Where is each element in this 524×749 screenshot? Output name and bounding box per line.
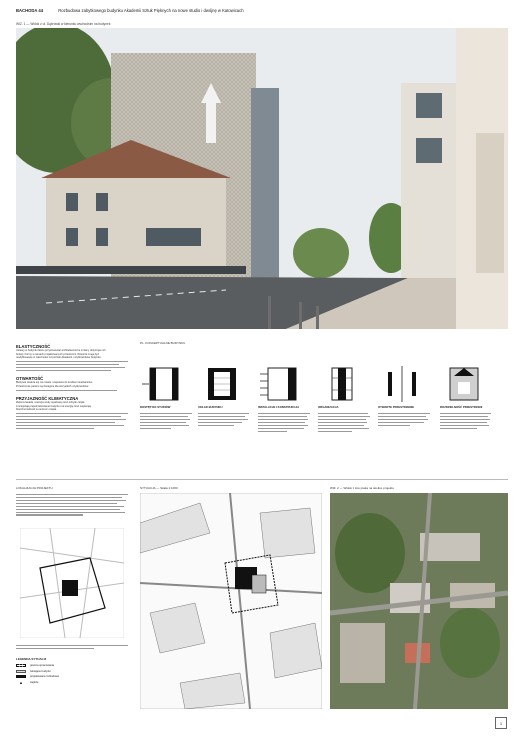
diagram-text-column [258, 411, 310, 433]
text-line [16, 428, 94, 429]
text-line [16, 390, 117, 391]
aerial-caption: WIZ. 2 — Widok z lotu ptaka na okolice projektu [330, 486, 394, 490]
sheet-title: Rozbudowa zabytkowego budynku Akademii Sztuk Pięknych na nowe studio i dwójnę w Katowicach [58, 8, 244, 13]
text-line [16, 364, 119, 365]
openness-title: OTWARTOŚĆ [16, 376, 44, 382]
sheet-header [16, 8, 508, 20]
text-line [16, 367, 125, 368]
section-divider [16, 479, 508, 480]
text-line [16, 422, 115, 423]
left-text-column [16, 343, 128, 431]
diagram-text-column [440, 411, 492, 431]
climate-line: Zielona fasada, retencja wody opadowej oraz odzysk ciepła [16, 401, 85, 405]
site-legend [16, 657, 136, 685]
text-line [16, 413, 128, 414]
elasticity-title: ELASTYCZNOŚĆ [16, 344, 51, 349]
text-line [16, 361, 128, 362]
climate-line: zmniejszają zapotrzebowanie budynku na energię oraz wspierają [16, 404, 91, 408]
location-header: LOKALIZACJA PROJEKTU [16, 486, 53, 490]
diagram-label: INSTALACJE I KONSTRUKCJA [258, 405, 300, 409]
diagram-text-column [378, 411, 430, 428]
text-line [16, 425, 124, 426]
climate-title: PRZYJAZNOŚĆ KLIMATYCZNA [16, 396, 79, 401]
photo-caption: WIZ. 1 — Widok z ul. Dąbrówki w kierunku wschodnim na budynek [16, 22, 111, 26]
text-line [16, 419, 126, 420]
street-visualization [16, 28, 508, 329]
diagram-organisation-icon [318, 362, 366, 406]
location-text [16, 492, 128, 517]
elasticity-line: modyfikowane w zależności od potrzeb Akademii i użytkowników budynku. [16, 355, 102, 359]
elasticity-line: funkcji i formy w ramach projektowanych przestrzeni. Wnętrza mogą być [16, 352, 100, 356]
diagram-text-column [318, 411, 370, 433]
diagram-header: PL. KONCEPTUALNE BUDYNKU [140, 341, 186, 345]
climate-line: bioróżnorodność w centrum miasta. [16, 407, 57, 411]
diagram-label: OTWARTE PRZESTRZENIE [378, 405, 415, 409]
site-plan [140, 493, 322, 709]
legend-item: istniejące budynki [16, 669, 136, 675]
page-number: 1 [495, 717, 507, 729]
diagram-text-column [198, 411, 250, 428]
diagram-separation-icon [440, 362, 488, 406]
extension-symbol-icon [16, 675, 26, 678]
diagram-installations-icon [258, 362, 306, 406]
diagram-label: ROZDZIELNOŚĆ PRZESTRZENI [440, 405, 483, 409]
legend-title: LEGENDA SYTUACJI [16, 657, 47, 661]
legend-item: ▲ wejście [16, 680, 136, 686]
openness-line: Przestrzenie parteru są dostępne dla wszystkich użytkowników. [16, 384, 89, 388]
diagram-layout-icon [198, 362, 246, 406]
sheet-code: BACHODA 44 [16, 8, 44, 13]
boundary-symbol-icon [16, 664, 26, 667]
openness-line: Budynek otwiera się na miasto i zaprasza do środka mieszkańców. [16, 381, 93, 385]
diagram-label: UKŁAD BUDYNKU [198, 405, 223, 409]
location-map [20, 528, 124, 638]
legend-item: projektowana rozbudowa [16, 674, 136, 680]
diagram-access-icon [140, 362, 188, 406]
diagram-text-column [140, 411, 192, 431]
location-note [16, 643, 128, 651]
diagram-label: DOSTĘP DO STUDIÓW [140, 405, 171, 409]
diagram-label: ORGANIZACJA [318, 405, 339, 409]
text-line [16, 370, 111, 371]
text-line [16, 416, 121, 417]
existing-building-symbol-icon [16, 670, 26, 673]
aerial-view [330, 493, 508, 709]
legend-item: granica opracowania [16, 663, 136, 669]
diagram-open-spaces-icon [378, 362, 426, 406]
site-plan-header: SYTUACJA — Skala 1:1000 [140, 486, 178, 490]
elasticity-line: Ustawy w budynku łatwo przystosować architektoniczne zmiany dotyczące ich [16, 349, 106, 353]
entrance-arrow-icon: ▲ [19, 679, 23, 685]
